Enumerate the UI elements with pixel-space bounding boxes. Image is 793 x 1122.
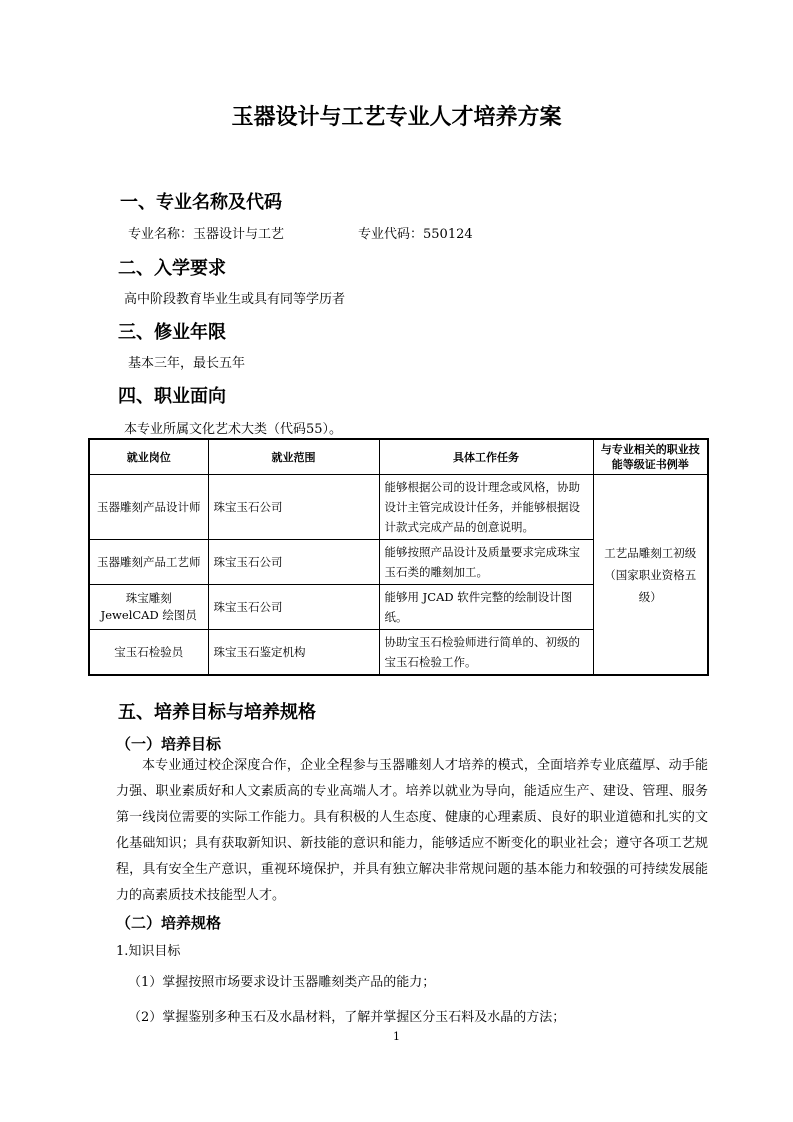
- document-title: 玉器设计与工艺专业人才培养方案: [231, 105, 562, 130]
- section-heading-major: 一、专业名称及代码: [120, 192, 282, 213]
- subsection-heading-goal: （一）培养目标: [116, 735, 222, 753]
- job-task: 能够根据公司的设计理念或风格，协助设计主管完成设计任务，并能够根据设计款式完成产品的创意说明。: [379, 475, 593, 540]
- job-post: 珠宝雕刻 JewelCAD 绘图员: [89, 585, 208, 630]
- job-task: 协助宝玉石检验师进行简单的、初级的宝玉石检验工作。: [379, 630, 593, 676]
- career-table: [88, 438, 709, 676]
- major-name: 专业名称：玉器设计与工艺: [128, 227, 285, 242]
- section-heading-duration: 三、修业年限: [118, 322, 226, 343]
- job-task: 能够按照产品设计及质量要求完成珠宝玉石类的雕刻加工。: [379, 540, 593, 585]
- table-row: [89, 475, 708, 540]
- table-header-row: [89, 439, 708, 475]
- table-header-cell: 就业范围: [208, 439, 379, 475]
- admission-text: 高中阶段教育毕业生或具有同等学历者: [124, 292, 346, 307]
- section-heading-career: 四、职业面向: [118, 386, 226, 407]
- table-header-cell: 具体工作任务: [379, 439, 593, 475]
- page-number: 1: [393, 1030, 400, 1043]
- job-scope: 珠宝玉石公司: [208, 475, 379, 540]
- job-post: 宝玉石检验员: [89, 630, 208, 676]
- subsection-heading-spec: （二）培养规格: [116, 914, 222, 932]
- section-heading-objectives: 五、培养目标与培养规格: [118, 702, 316, 723]
- goal-paragraph: 本专业通过校企深度合作，企业全程参与玉器雕刻人才培养的模式，全面培养专业底蕴厚、动手能力强、职业素质好和人文素质高的专业高端人才。培养以就业为导向，能适应生产、建设、管理、服务第一线岗位需要的实际工作能力。具有积极的人生态度、健康的心理素质、良好的职业道德和扎实的文化基础知识；具有获取新知识、新技能的意识和能力，能够适应不断变化的职业社会；遵守各项工艺规程，具有安全生产意识，重视环境保护，并具有独立解决非常规问题的基本能力和较强的可持续发展能力的高素质技术技能型人才。: [116, 758, 708, 903]
- job-task: 能够用 JCAD 软件完整的绘制设计图纸。: [379, 585, 593, 630]
- knowledge-item: （2）掌握鉴别多种玉石及水晶材料，了解并掌握区分玉石料及水晶的方法；: [128, 1010, 566, 1025]
- knowledge-heading: 1.知识目标: [116, 944, 181, 959]
- job-post: 玉器雕刻产品设计师: [89, 475, 208, 540]
- table-header-cell: 就业岗位: [89, 439, 208, 475]
- major-code: 专业代码：550124: [358, 227, 473, 242]
- career-intro: 本专业所属文化艺术大类（代码55）。: [124, 422, 343, 437]
- job-scope: 珠宝玉石公司: [208, 585, 379, 630]
- job-post: 玉器雕刻产品工艺师: [89, 540, 208, 585]
- knowledge-item: （1）掌握按照市场要求设计玉器雕刻类产品的能力；: [128, 975, 436, 990]
- job-scope: 珠宝玉石公司: [208, 540, 379, 585]
- section-heading-admission: 二、入学要求: [118, 258, 226, 279]
- job-scope: 珠宝玉石鉴定机构: [208, 630, 379, 676]
- table-header-cell: 与专业相关的职业技能等级证书例举: [593, 439, 708, 475]
- certificate-cell: 工艺品雕刻工初级（国家职业资格五级）: [593, 475, 708, 676]
- duration-text: 基本三年，最长五年: [128, 356, 246, 371]
